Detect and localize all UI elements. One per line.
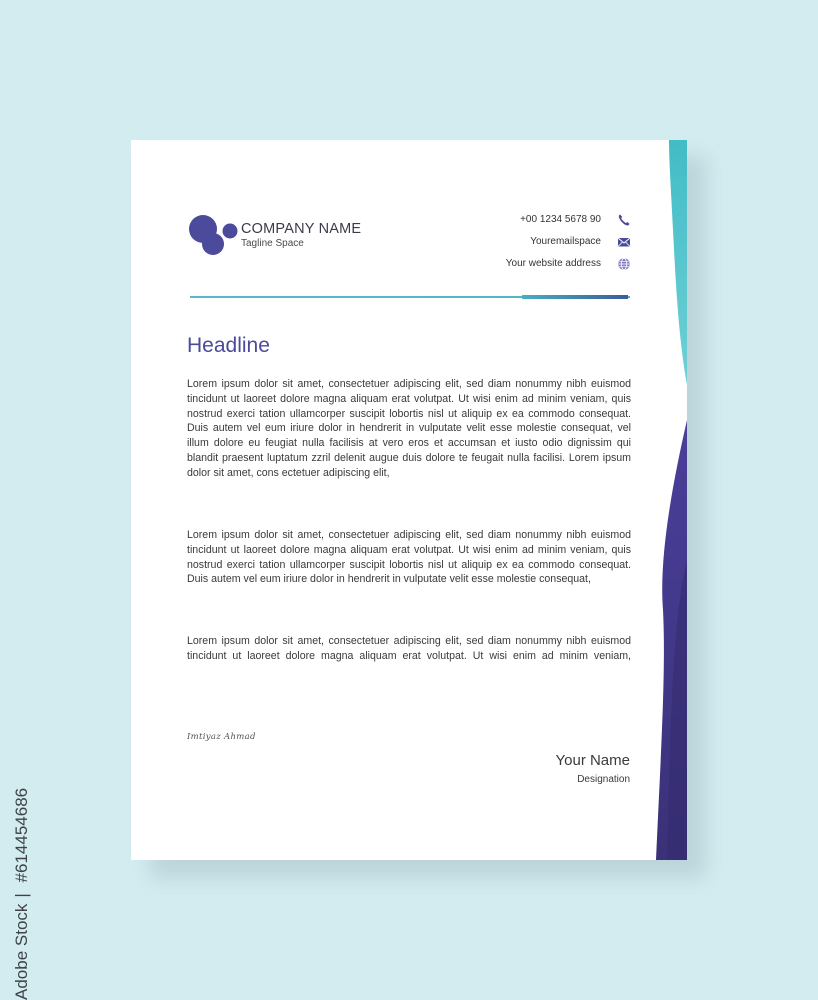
letterhead-page: [131, 140, 687, 860]
globe-icon: [617, 257, 631, 271]
phone-icon: [617, 213, 631, 227]
headline: Headline: [187, 334, 270, 357]
contact-website: Your website address: [505, 258, 601, 269]
company-name: COMPANY NAME: [241, 221, 362, 237]
body-paragraph-2: Lorem ipsum dolor sit amet, consectetuer adipiscing elit, sed diam nonummy nibh euismod tincidunt ut laoreet dolore magna aliquam erat volutpat. Ut wisi enim ad minim veniam, quis nostrud exerci tation ullamcorper suscipit lobortis nisl ut aliquip ex ea commodo consequat. Duis autem vel eum iriure dolor in hendrerit in vulputate velit esse molestie consequat,: [187, 529, 631, 586]
body-paragraph-1: Lorem ipsum dolor sit amet, consectetuer adipiscing elit, sed diam nonummy nibh euismod tincidunt ut laoreet dolore magna aliquam erat volutpat. Ut wisi enim ad minim veniam, quis nostrud exerci tation ullamcorper suscipit lobortis nisl ut aliquip ex ea commodo consequat. Duis autem vel eum iriure dolor in hendrerit in vulputate velit esse molestie consequat, vel illum dolore eu feugiat nulla facilisis at vero eros et accumsan et iusto odio dignissim qui blandit praesent luptatum zzril delenit augue duis dolore te feugait nulla facilisi. Lorem ipsum dolor sit amet, cons ectetuer adipiscing elit,: [187, 378, 631, 479]
signature: Imtiyaz Ahmad: [187, 732, 256, 742]
stock-watermark-text: Adobe Stock: [12, 903, 31, 1000]
stock-watermark-id: Adobe Stock| #614454686: [12, 787, 31, 1000]
body-paragraph-3: Lorem ipsum dolor sit amet, consectetuer adipiscing elit, sed diam nonummy nibh euismod tincidunt ut laoreet dolore magna aliquam erat volutpat. Ut wisi enim ad minim veniam,: [187, 635, 631, 662]
envelope-icon: [617, 235, 631, 249]
contact-phone: +00 1234 5678 90: [520, 214, 601, 225]
contact-email: Youremailspace: [530, 236, 601, 247]
signer-designation: Designation: [577, 774, 630, 785]
header-divider-accent: [522, 295, 628, 299]
signer-name: Your Name: [555, 752, 630, 769]
company-tagline: Tagline Space: [241, 238, 304, 249]
stock-watermark-number: #614454686: [12, 787, 31, 883]
company-logo-icon: [186, 212, 244, 262]
teal-wave: [669, 140, 687, 385]
